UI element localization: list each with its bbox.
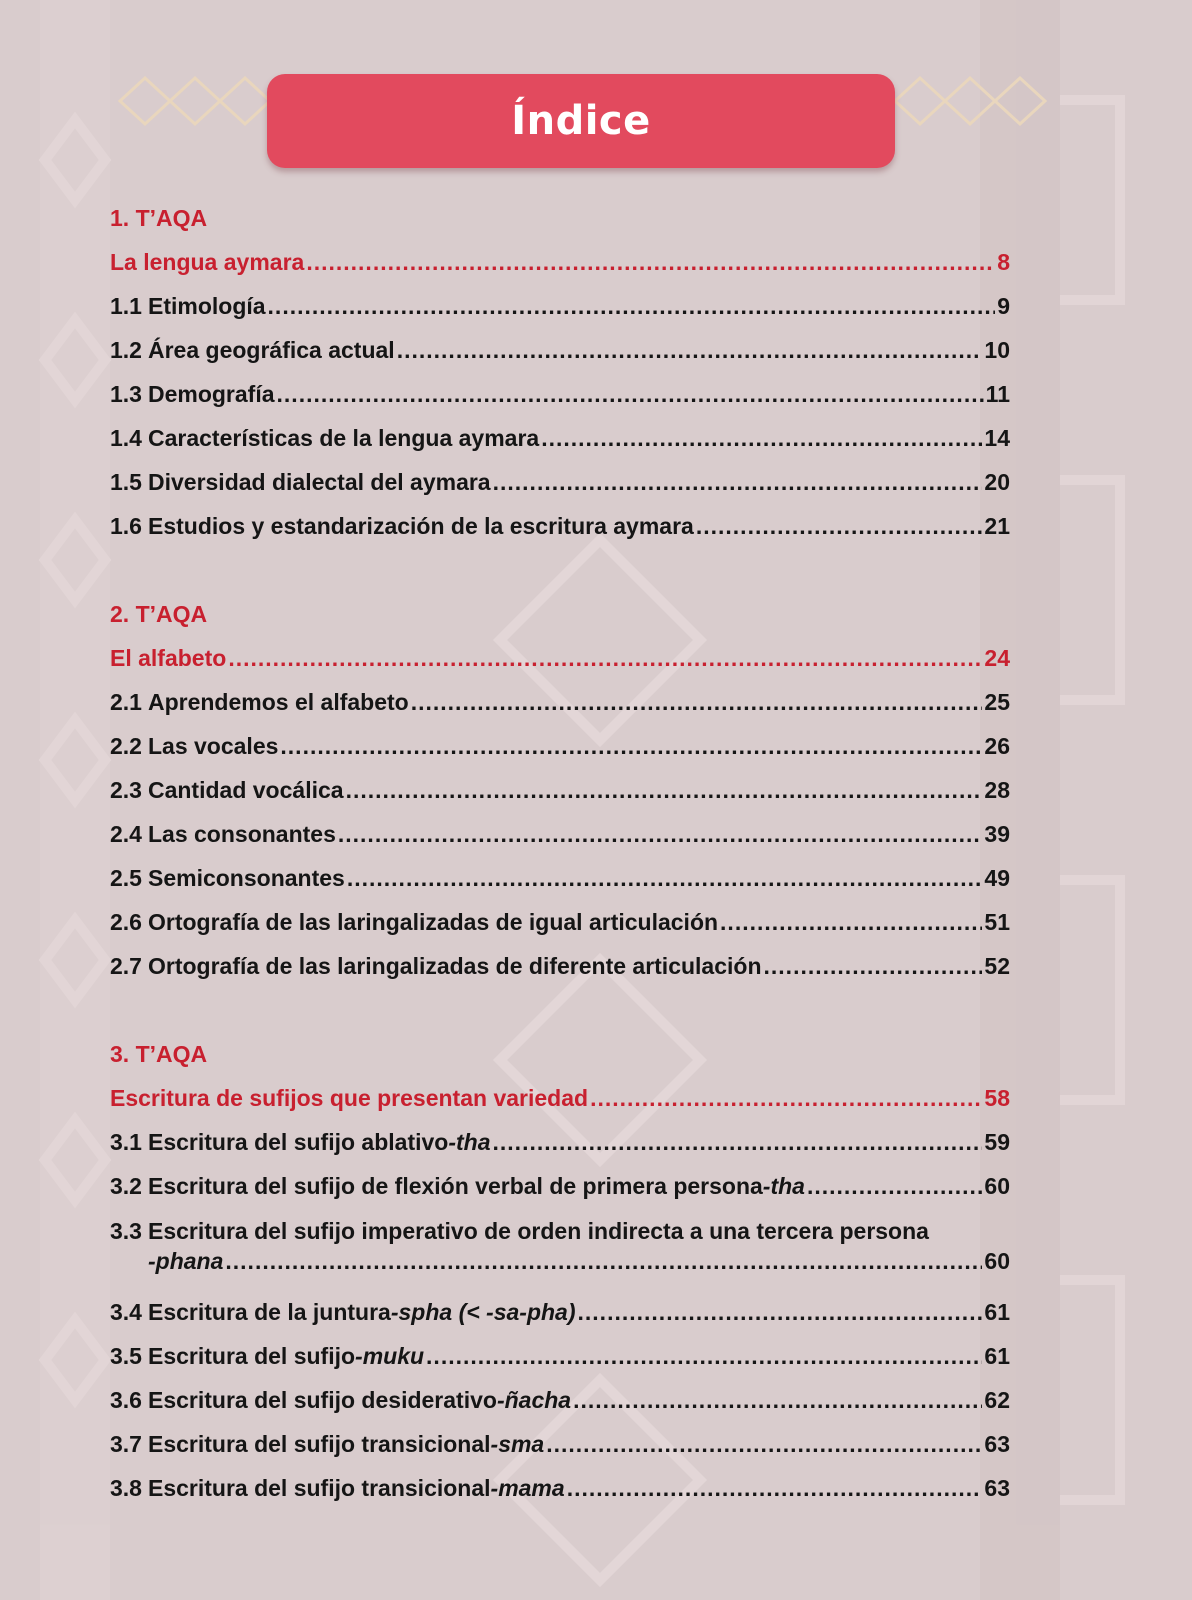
toc-entry[interactable] [110, 680, 1010, 724]
dot-leader [720, 900, 982, 944]
page-number: 62 [984, 1387, 1010, 1413]
entry-title: Escritura del sufijo transicional [147, 1431, 491, 1457]
toc-entry[interactable] [110, 724, 1010, 768]
chapter-title: El alfabeto [110, 645, 227, 671]
toc-entry[interactable] [110, 1120, 1010, 1164]
page-number: 59 [984, 1129, 1010, 1155]
toc-entry[interactable] [110, 1466, 1010, 1510]
entry-title: Escritura del sufijo ablativo [147, 1129, 449, 1155]
entry-title: Demografía [147, 381, 275, 407]
entry-suffix: -phana [148, 1248, 224, 1274]
toc-section [110, 1032, 1010, 1510]
entry-suffix: -ñacha [496, 1387, 572, 1413]
section-label: 1. T’AQA [110, 205, 208, 231]
section-label: 2. T’AQA [110, 601, 208, 627]
entry-number: 1.4 [110, 425, 142, 451]
toc-entry[interactable] [110, 944, 1010, 988]
toc-entry[interactable] [110, 812, 1010, 856]
entry-title-line1 [110, 1216, 1010, 1246]
chapter-entry[interactable] [110, 636, 1010, 680]
toc-entry[interactable] [110, 1164, 1010, 1208]
page-number: 11 [985, 381, 1010, 407]
dot-leader [426, 1334, 982, 1378]
dot-leader [225, 1246, 982, 1276]
entry-title: Ortografía de las laringalizadas de diferente articulación [147, 953, 762, 979]
toc-entry[interactable] [110, 504, 1010, 548]
toc-section [110, 592, 1010, 988]
entry-title: Etimología [147, 293, 266, 319]
page-number: 8 [997, 249, 1010, 275]
chapter-entry[interactable] [110, 1076, 1010, 1120]
page-number: 26 [984, 733, 1010, 759]
toc-entry[interactable] [110, 416, 1010, 460]
entry-number: 2.1 [110, 689, 142, 715]
entry-number: 3.8 [110, 1475, 142, 1501]
toc-entry[interactable] [110, 328, 1010, 372]
toc-entry[interactable] [110, 460, 1010, 504]
entry-number: 2.4 [110, 821, 142, 847]
entry-title: Aprendemos el alfabeto [147, 689, 409, 715]
toc-entry[interactable] [110, 1334, 1010, 1378]
dot-leader [493, 460, 983, 504]
dot-leader [764, 944, 983, 988]
title-banner [267, 74, 895, 168]
chapter-title: Escritura de sufijos que presentan variedad [110, 1085, 589, 1111]
entry-number: 3.4 [110, 1299, 142, 1325]
toc-entry[interactable] [110, 1290, 1010, 1334]
page-title: Índice [511, 98, 651, 144]
entry-title: Características de la lengua aymara [147, 425, 540, 451]
entry-title: Semiconsonantes [147, 865, 345, 891]
dot-leader [573, 1378, 982, 1422]
dot-leader [306, 240, 995, 284]
entry-number: 1.1 [110, 293, 142, 319]
dot-leader [493, 1120, 983, 1164]
toc-entry[interactable] [110, 856, 1010, 900]
entry-title: Escritura del sufijo de flexión verbal de primera persona [147, 1173, 763, 1199]
entry-number: 3.2 [110, 1173, 142, 1199]
entry-number: 2.5 [110, 865, 142, 891]
page-number: 60 [984, 1173, 1010, 1199]
dot-leader [696, 504, 983, 548]
page-number: 51 [984, 909, 1010, 935]
chapter-entry[interactable] [110, 240, 1010, 284]
chapter-title: La lengua aymara [110, 249, 305, 275]
section-label: 3. T’AQA [110, 1041, 208, 1067]
entry-number: 3.5 [110, 1343, 142, 1369]
entry-number: 2.3 [110, 777, 142, 803]
page-number: 10 [984, 337, 1010, 363]
page-number: 58 [984, 1085, 1010, 1111]
entry-suffix: -tha [762, 1173, 805, 1199]
dot-leader [397, 328, 983, 372]
entry-suffix: -spha (< -sa-pha) [390, 1299, 576, 1325]
dot-leader [280, 724, 982, 768]
entry-number: 3.3 [110, 1218, 142, 1244]
entry-number: 2.7 [110, 953, 142, 979]
toc-entry[interactable] [110, 1378, 1010, 1422]
page-number: 20 [984, 469, 1010, 495]
dot-leader [277, 372, 984, 416]
table-of-contents [110, 196, 1010, 1554]
dot-leader [541, 416, 982, 460]
entry-suffix: -tha [448, 1129, 491, 1155]
dot-leader [807, 1164, 982, 1208]
page-number: 24 [984, 645, 1010, 671]
entry-title: Área geográfica actual [147, 337, 395, 363]
entry-title: Escritura de la juntura [147, 1299, 391, 1325]
dot-leader [228, 636, 982, 680]
page-number: 52 [984, 953, 1010, 979]
entry-title: Escritura del sufijo [147, 1343, 356, 1369]
page-number: 63 [984, 1475, 1010, 1501]
toc-entry[interactable] [110, 900, 1010, 944]
entry-title: Cantidad vocálica [147, 777, 344, 803]
entry-title-line2 [110, 1246, 1010, 1276]
toc-entry[interactable] [110, 768, 1010, 812]
page-number: 28 [984, 777, 1010, 803]
page-number: 39 [984, 821, 1010, 847]
entry-title: Estudios y estandarización de la escritura aymara [147, 513, 694, 539]
entry-title: Escritura del sufijo imperativo de orden indirecta a una tercera persona [147, 1218, 929, 1244]
entry-suffix: -mama [490, 1475, 565, 1501]
entry-title: Escritura del sufijo desiderativo [147, 1387, 497, 1413]
dot-leader [347, 856, 983, 900]
entry-number: 3.7 [110, 1431, 142, 1457]
entry-number: 1.5 [110, 469, 142, 495]
page-number: 61 [984, 1343, 1010, 1369]
page-number: 61 [984, 1299, 1010, 1325]
page-number: 14 [984, 425, 1010, 451]
page-number: 9 [997, 293, 1010, 319]
dot-leader [567, 1466, 983, 1510]
dot-leader [590, 1076, 982, 1120]
dot-leader [578, 1290, 983, 1334]
entry-number: 3.1 [110, 1129, 142, 1155]
entry-number: 1.6 [110, 513, 142, 539]
page-number: 60 [984, 1248, 1010, 1274]
entry-suffix: -sma [490, 1431, 545, 1457]
dot-leader [546, 1422, 982, 1466]
toc-entry[interactable] [110, 372, 1010, 416]
toc-section [110, 196, 1010, 548]
page-number: 63 [984, 1431, 1010, 1457]
entry-title: Escritura del sufijo transicional [147, 1475, 491, 1501]
page-number: 49 [984, 865, 1010, 891]
entry-number: 2.2 [110, 733, 142, 759]
page-number: 25 [984, 689, 1010, 715]
dot-leader [338, 812, 983, 856]
entry-number: 1.2 [110, 337, 142, 363]
toc-entry[interactable] [110, 1208, 1010, 1290]
dot-leader [268, 284, 996, 328]
entry-title: Ortografía de las laringalizadas de igual articulación [147, 909, 719, 935]
entry-title: Las vocales [147, 733, 279, 759]
entry-number: 2.6 [110, 909, 142, 935]
toc-entry[interactable] [110, 284, 1010, 328]
entry-suffix: -muku [355, 1343, 425, 1369]
entry-title: Diversidad dialectal del aymara [147, 469, 491, 495]
entry-number: 1.3 [110, 381, 142, 407]
page-number: 21 [984, 513, 1010, 539]
dot-leader [411, 680, 983, 724]
dot-leader [346, 768, 983, 812]
entry-number: 3.6 [110, 1387, 142, 1413]
toc-entry[interactable] [110, 1422, 1010, 1466]
entry-title: Las consonantes [147, 821, 336, 847]
